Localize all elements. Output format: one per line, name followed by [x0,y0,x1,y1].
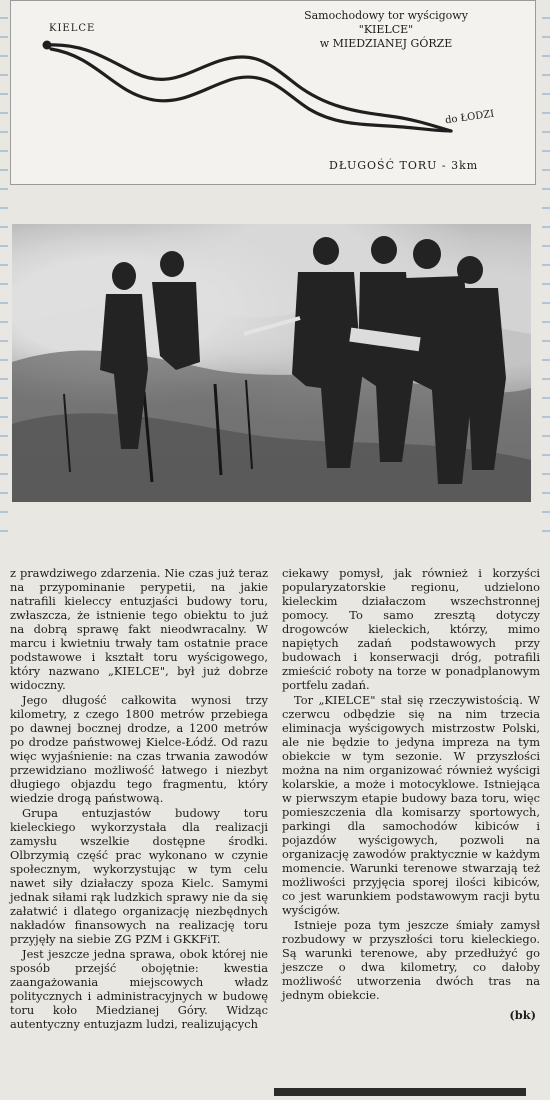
bottom-rule [274,1088,526,1096]
map-title: Samochodowy tor wyścigowy "KIELCE" w MIEDZIANEJ GÓRZE [304,9,468,50]
map-start-label: KIELCE [49,23,96,34]
map-length-label: DŁUGOŚĆ TORU - 3km [329,159,479,172]
left-paragraph: Jego długość całkowita wynosi trzy kilometry, z czego 1800 metrów przebiega po dawnej bocznej drodze, a 1200 metrów po drodze państwowej Kielce-Łódź. Od razu więc wyjaśnienie: na czas trwania zawodów przewidziano możliwość łatwego i niezbyt długiego objazdu tego fragmentu, który wiedzie drogą państwową. [10,693,268,805]
binder-hole-margin-right [542,0,550,540]
construction-photo [12,224,531,502]
article-right-column [282,566,540,1022]
map-end-label: do ŁODZI [444,108,495,127]
right-paragraph: Tor „KIELCE" stał się rzeczywistością. W czerwcu odbędzie się na nim trzecia eliminacja wyścigowych mistrzostw Polski, ale nie będzie to jedyna impreza na tym obiekcie w tym sezonie. W przyszłości można na nim organizować również wyścigi kolarskie, a może i motocyklowe. Istniejąca w pierwszym etapie budowy baza toru, więc pomieszczenia dla komisarzy sportowych, parkingi dla samochodów kibiców i pojazdów wyścigowych, pozwoli na organizację zawodów praktycznie w każdym momencie. Warunki terenowe stwarzają też możliwości przyjęcia sporej ilości kibiców, co jest warunkiem podstawowym racji bytu wyścigów. [282,693,540,917]
left-paragraph: Jest jeszcze jedna sprawa, obok której nie sposób przejść obojętnie: kwestia zaangażowania miejscowych władz politycznych i administracyjnych w budowę toru koło Miedzianej Góry. Widząc autentyczny entuzjazm ludzi, realizujących [10,947,268,1031]
left-paragraph: Grupa entuzjastów budowy toru kieleckiego wykorzystała dla realizacji zamysłu wszelkie dostępne środki. Olbrzymią część prac wykonano w czynie społecznym, wykorzystując w tym celu nawet siły działaczy spoza Kielc. Samymi jednak siłami rąk ludzkich sprawy nie da się załatwić i dlatego organizację niezbędnych nakładów finansowych na realizację toru przyjęły na siebie ZG PZM i GKKFiT. [10,806,268,946]
article-body [10,566,540,1100]
author-signature: (bk) [509,1008,536,1022]
track-map [10,0,536,185]
photo-scene [12,224,531,502]
binder-hole-margin-left [0,0,8,540]
right-paragraph: Istnieje poza tym jeszcze śmiały zamysł rozbudowy w przyszłości toru kieleckiego. Są warunki terenowe, aby przedłużyć go jeszcze o dwa kilometry, co dałoby możliwość utworzenia dwóch tras na jednym obiekcie. [282,918,540,1002]
left-paragraph: z prawdziwego zdarzenia. Nie czas już teraz na przypominanie perypetii, na jakie natrafili kieleccy entuzjaści budowy toru, zwłaszcza, że istnienie tego obiektu to już na dobrą sprawę fakt nieodwracalny. W marcu i kwietniu trwały tam ostatnie prace podstawowe i kształt toru wyścigowego, który nazwano „KIELCE", był już dobrze widoczny. [10,566,268,692]
right-paragraph: ciekawy pomysł, jak również i korzyści popularyzatorskie regionu, udzielono kieleckim działaczom wszechstronnej pomocy. To samo zresztą dotyczy drogowców kieleckich, którzy, mimo napiętych zadań podstawowych przy budowach i konserwacji dróg, potrafili zmieścić roboty na torze w ponadplanowym portfelu zadań. [282,566,540,692]
article-left-column [10,566,268,1032]
